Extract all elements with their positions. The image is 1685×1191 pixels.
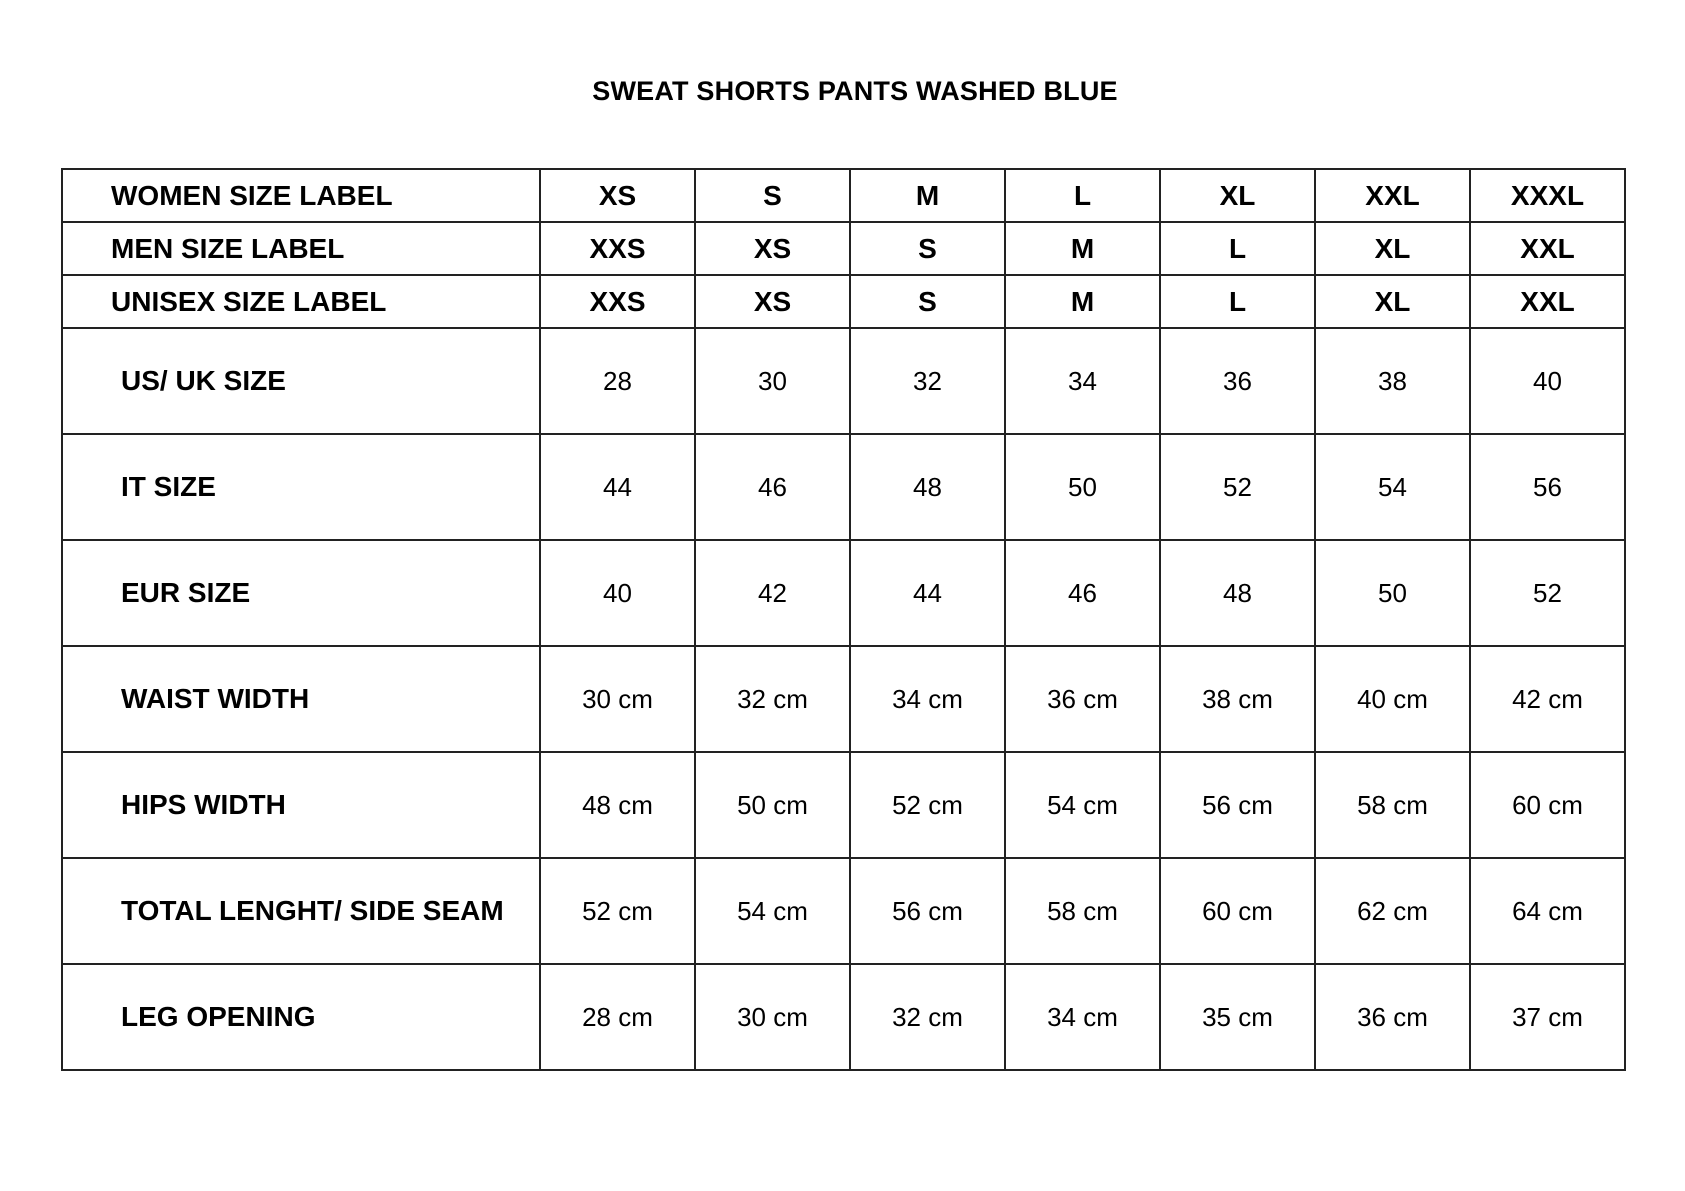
table-cell: 37 cm [1470, 964, 1625, 1070]
table-cell: 32 [850, 328, 1005, 434]
table-cell: XL [1315, 275, 1470, 328]
table-cell: 34 cm [1005, 964, 1160, 1070]
table-cell: 54 cm [1005, 752, 1160, 858]
waist-width-row [62, 646, 1625, 752]
table-cell: 40 [1470, 328, 1625, 434]
table-cell: XS [540, 169, 695, 222]
row-label: EUR SIZE [62, 540, 540, 646]
row-label: UNISEX SIZE LABEL [62, 275, 540, 328]
table-cell: 38 cm [1160, 646, 1315, 752]
table-cell: 56 cm [1160, 752, 1315, 858]
table-cell: XL [1315, 222, 1470, 275]
table-cell: 34 [1005, 328, 1160, 434]
table-cell: XXS [540, 222, 695, 275]
size-chart-table [61, 168, 1626, 1071]
row-label: LEG OPENING [62, 964, 540, 1070]
table-cell: 52 cm [850, 752, 1005, 858]
table-cell: 36 cm [1005, 646, 1160, 752]
table-cell: 36 cm [1315, 964, 1470, 1070]
table-cell: XXL [1470, 222, 1625, 275]
table-cell: S [850, 275, 1005, 328]
table-cell: L [1005, 169, 1160, 222]
table-cell: M [1005, 275, 1160, 328]
table-cell: XS [695, 275, 850, 328]
table-cell: 36 [1160, 328, 1315, 434]
table-cell: 60 cm [1160, 858, 1315, 964]
us-uk-size-row [62, 328, 1625, 434]
table-cell: 52 [1160, 434, 1315, 540]
table-cell: 46 [1005, 540, 1160, 646]
table-cell: 28 cm [540, 964, 695, 1070]
table-cell: 28 [540, 328, 695, 434]
table-cell: M [850, 169, 1005, 222]
it-size-row [62, 434, 1625, 540]
table-cell: 32 cm [695, 646, 850, 752]
table-cell: 38 [1315, 328, 1470, 434]
table-cell: M [1005, 222, 1160, 275]
table-cell: L [1160, 222, 1315, 275]
table-cell: 42 cm [1470, 646, 1625, 752]
table-cell: 50 cm [695, 752, 850, 858]
row-label: WAIST WIDTH [62, 646, 540, 752]
table-cell: XXXL [1470, 169, 1625, 222]
table-cell: 58 cm [1315, 752, 1470, 858]
table-cell: 30 [695, 328, 850, 434]
row-label: WOMEN SIZE LABEL [62, 169, 540, 222]
table-cell: 56 [1470, 434, 1625, 540]
leg-opening-row [62, 964, 1625, 1070]
table-cell: XXL [1315, 169, 1470, 222]
total-length-row [62, 858, 1625, 964]
table-cell: 64 cm [1470, 858, 1625, 964]
table-cell: 40 cm [1315, 646, 1470, 752]
table-cell: 44 [540, 434, 695, 540]
women-size-row [62, 169, 1625, 222]
table-cell: 44 [850, 540, 1005, 646]
table-cell: 48 [1160, 540, 1315, 646]
unisex-size-row [62, 275, 1625, 328]
row-label: TOTAL LENGHT/ SIDE SEAM [62, 858, 540, 964]
table-cell: 60 cm [1470, 752, 1625, 858]
table-cell: 52 [1470, 540, 1625, 646]
table-cell: 56 cm [850, 858, 1005, 964]
table-cell: 54 cm [695, 858, 850, 964]
table-cell: L [1160, 275, 1315, 328]
table-cell: 30 cm [540, 646, 695, 752]
row-label: HIPS WIDTH [62, 752, 540, 858]
table-cell: XL [1160, 169, 1315, 222]
table-cell: 34 cm [850, 646, 1005, 752]
table-cell: 30 cm [695, 964, 850, 1070]
table-cell: XXS [540, 275, 695, 328]
table-cell: 42 [695, 540, 850, 646]
table-cell: XXL [1470, 275, 1625, 328]
row-label: IT SIZE [62, 434, 540, 540]
table-cell: 40 [540, 540, 695, 646]
row-label: MEN SIZE LABEL [62, 222, 540, 275]
table-cell: 58 cm [1005, 858, 1160, 964]
table-cell: 46 [695, 434, 850, 540]
table-cell: 54 [1315, 434, 1470, 540]
men-size-row [62, 222, 1625, 275]
table-cell: 52 cm [540, 858, 695, 964]
hips-width-row [62, 752, 1625, 858]
table-cell: 48 [850, 434, 1005, 540]
table-cell: S [695, 169, 850, 222]
table-cell: 35 cm [1160, 964, 1315, 1070]
table-cell: 50 [1005, 434, 1160, 540]
page-title: SWEAT SHORTS PANTS WASHED BLUE [592, 76, 1118, 106]
table-cell: S [850, 222, 1005, 275]
eur-size-row [62, 540, 1625, 646]
table-cell: 50 [1315, 540, 1470, 646]
table-cell: 48 cm [540, 752, 695, 858]
table-cell: 62 cm [1315, 858, 1470, 964]
table-cell: XS [695, 222, 850, 275]
row-label: US/ UK SIZE [62, 328, 540, 434]
table-cell: 32 cm [850, 964, 1005, 1070]
